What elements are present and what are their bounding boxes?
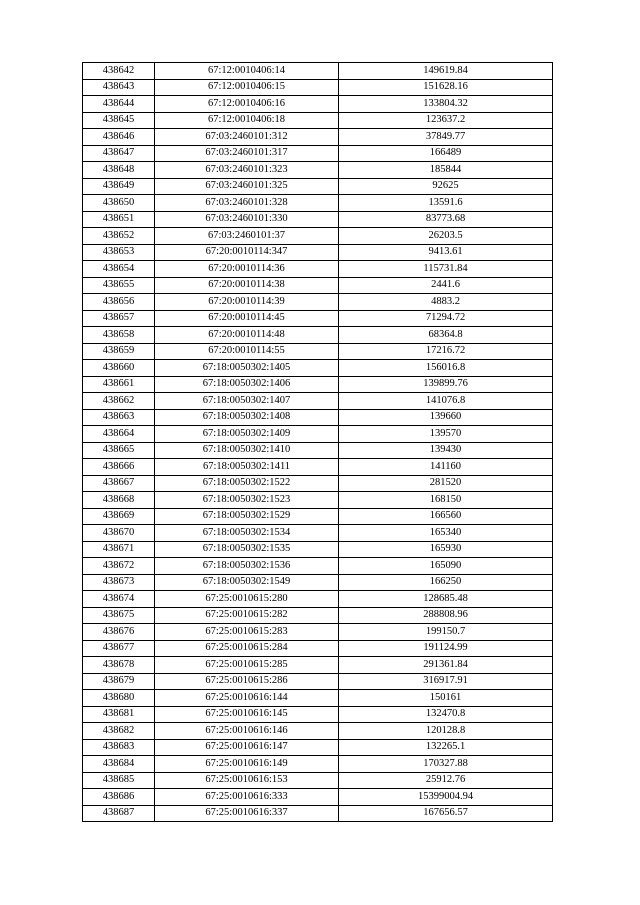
table-row: [83, 360, 553, 377]
table-row: [83, 607, 553, 624]
row-number-cell: 438685: [83, 772, 155, 789]
table-row: [83, 739, 553, 756]
value-cell: 139570: [339, 426, 553, 443]
cadastral-number-cell: 67:20:0010114:48: [155, 327, 339, 344]
cadastral-number-cell: 67:03:2460101:328: [155, 195, 339, 212]
value-cell: 316917.91: [339, 673, 553, 690]
cadastral-number-cell: 67:25:0010616:153: [155, 772, 339, 789]
value-cell: 133804.32: [339, 96, 553, 113]
row-number-cell: 438674: [83, 591, 155, 608]
table-row: [83, 343, 553, 360]
row-number-cell: 438670: [83, 525, 155, 542]
value-cell: 151628.16: [339, 79, 553, 96]
row-number-cell: 438653: [83, 244, 155, 261]
value-cell: 139430: [339, 442, 553, 459]
row-number-cell: 438680: [83, 690, 155, 707]
value-cell: 170327.88: [339, 756, 553, 773]
value-cell: 123637.2: [339, 112, 553, 129]
table-row: [83, 690, 553, 707]
cadastral-number-cell: 67:25:0010615:280: [155, 591, 339, 608]
table-row: [83, 310, 553, 327]
value-cell: 141160: [339, 459, 553, 476]
table-row: [83, 112, 553, 129]
row-number-cell: 438649: [83, 178, 155, 195]
cadastral-number-cell: 67:25:0010616:333: [155, 789, 339, 806]
row-number-cell: 438677: [83, 640, 155, 657]
value-cell: 149619.84: [339, 63, 553, 80]
table-row: [83, 294, 553, 311]
table-row: [83, 327, 553, 344]
table-row: [83, 475, 553, 492]
row-number-cell: 438686: [83, 789, 155, 806]
cadastral-number-cell: 67:03:2460101:312: [155, 129, 339, 146]
cadastral-number-cell: 67:18:0050302:1536: [155, 558, 339, 575]
row-number-cell: 438642: [83, 63, 155, 80]
table-row: [83, 657, 553, 674]
row-number-cell: 438651: [83, 211, 155, 228]
value-cell: 2441.6: [339, 277, 553, 294]
value-cell: 139899.76: [339, 376, 553, 393]
value-cell: 165340: [339, 525, 553, 542]
value-cell: 83773.68: [339, 211, 553, 228]
table-row: [83, 706, 553, 723]
value-cell: 132265.1: [339, 739, 553, 756]
table-row: [83, 541, 553, 558]
cadastral-number-cell: 67:03:2460101:317: [155, 145, 339, 162]
table-row: [83, 261, 553, 278]
value-cell: 37849.77: [339, 129, 553, 146]
cadastral-number-cell: 67:20:0010114:38: [155, 277, 339, 294]
cadastral-number-cell: 67:20:0010114:39: [155, 294, 339, 311]
value-cell: 139660: [339, 409, 553, 426]
table-row: [83, 195, 553, 212]
row-number-cell: 438672: [83, 558, 155, 575]
row-number-cell: 438679: [83, 673, 155, 690]
cadastral-number-cell: 67:12:0010406:18: [155, 112, 339, 129]
cadastral-number-cell: 67:03:2460101:325: [155, 178, 339, 195]
row-number-cell: 438673: [83, 574, 155, 591]
row-number-cell: 438648: [83, 162, 155, 179]
cadastral-number-cell: 67:25:0010616:145: [155, 706, 339, 723]
table-row: [83, 129, 553, 146]
value-cell: 165090: [339, 558, 553, 575]
row-number-cell: 438645: [83, 112, 155, 129]
table-row: [83, 244, 553, 261]
table-row: [83, 426, 553, 443]
value-cell: 9413.61: [339, 244, 553, 261]
value-cell: 291361.84: [339, 657, 553, 674]
table-row: [83, 228, 553, 245]
cadastral-number-cell: 67:20:0010114:55: [155, 343, 339, 360]
cadastral-number-cell: 67:18:0050302:1534: [155, 525, 339, 542]
table-row: [83, 624, 553, 641]
cadastral-number-cell: 67:25:0010616:147: [155, 739, 339, 756]
value-cell: 165930: [339, 541, 553, 558]
row-number-cell: 438656: [83, 294, 155, 311]
value-cell: 150161: [339, 690, 553, 707]
row-number-cell: 438659: [83, 343, 155, 360]
table-row: [83, 591, 553, 608]
table-row: [83, 393, 553, 410]
row-number-cell: 438668: [83, 492, 155, 509]
cadastral-number-cell: 67:25:0010616:146: [155, 723, 339, 740]
cadastral-number-cell: 67:18:0050302:1408: [155, 409, 339, 426]
table-row: [83, 211, 553, 228]
value-cell: 199150.7: [339, 624, 553, 641]
cadastral-number-cell: 67:18:0050302:1411: [155, 459, 339, 476]
table-row: [83, 558, 553, 575]
table-row: [83, 574, 553, 591]
value-cell: 17216.72: [339, 343, 553, 360]
table-row: [83, 79, 553, 96]
value-cell: 120128.8: [339, 723, 553, 740]
cadastral-number-cell: 67:03:2460101:37: [155, 228, 339, 245]
table-row: [83, 459, 553, 476]
row-number-cell: 438683: [83, 739, 155, 756]
cadastral-number-cell: 67:18:0050302:1407: [155, 393, 339, 410]
table-row: [83, 723, 553, 740]
row-number-cell: 438657: [83, 310, 155, 327]
table-row: [83, 162, 553, 179]
row-number-cell: 438655: [83, 277, 155, 294]
row-number-cell: 438684: [83, 756, 155, 773]
table-row: [83, 96, 553, 113]
cadastral-number-cell: 67:12:0010406:15: [155, 79, 339, 96]
row-number-cell: 438666: [83, 459, 155, 476]
value-cell: 128685.48: [339, 591, 553, 608]
value-cell: 115731.84: [339, 261, 553, 278]
row-number-cell: 438663: [83, 409, 155, 426]
value-cell: 166250: [339, 574, 553, 591]
value-cell: 166489: [339, 145, 553, 162]
row-number-cell: 438665: [83, 442, 155, 459]
value-cell: 71294.72: [339, 310, 553, 327]
row-number-cell: 438662: [83, 393, 155, 410]
row-number-cell: 438658: [83, 327, 155, 344]
row-number-cell: 438675: [83, 607, 155, 624]
cadastral-number-cell: 67:18:0050302:1529: [155, 508, 339, 525]
table-body: [83, 63, 553, 822]
value-cell: 15399004.94: [339, 789, 553, 806]
value-cell: 288808.96: [339, 607, 553, 624]
value-cell: 132470.8: [339, 706, 553, 723]
row-number-cell: 438643: [83, 79, 155, 96]
value-cell: 26203.5: [339, 228, 553, 245]
table-row: [83, 805, 553, 822]
cadastral-number-cell: 67:25:0010616:144: [155, 690, 339, 707]
cadastral-number-cell: 67:25:0010615:284: [155, 640, 339, 657]
row-number-cell: 438671: [83, 541, 155, 558]
value-cell: 156016.8: [339, 360, 553, 377]
row-number-cell: 438682: [83, 723, 155, 740]
cadastral-number-cell: 67:25:0010616:337: [155, 805, 339, 822]
table-row: [83, 442, 553, 459]
table-row: [83, 772, 553, 789]
table-row: [83, 277, 553, 294]
table-row: [83, 789, 553, 806]
cadastral-number-cell: 67:03:2460101:323: [155, 162, 339, 179]
row-number-cell: 438678: [83, 657, 155, 674]
table-row: [83, 640, 553, 657]
cadastral-number-cell: 67:12:0010406:14: [155, 63, 339, 80]
row-number-cell: 438681: [83, 706, 155, 723]
row-number-cell: 438661: [83, 376, 155, 393]
value-cell: 4883.2: [339, 294, 553, 311]
cadastral-number-cell: 67:20:0010114:45: [155, 310, 339, 327]
row-number-cell: 438647: [83, 145, 155, 162]
row-number-cell: 438644: [83, 96, 155, 113]
cadastral-number-cell: 67:12:0010406:16: [155, 96, 339, 113]
table-row: [83, 525, 553, 542]
table-row: [83, 178, 553, 195]
value-cell: 185844: [339, 162, 553, 179]
row-number-cell: 438650: [83, 195, 155, 212]
cadastral-number-cell: 67:25:0010616:149: [155, 756, 339, 773]
cadastral-number-cell: 67:18:0050302:1523: [155, 492, 339, 509]
value-cell: 167656.57: [339, 805, 553, 822]
value-cell: 25912.76: [339, 772, 553, 789]
row-number-cell: 438646: [83, 129, 155, 146]
value-cell: 191124.99: [339, 640, 553, 657]
table-row: [83, 673, 553, 690]
table-row: [83, 492, 553, 509]
table-row: [83, 508, 553, 525]
cadastral-number-cell: 67:18:0050302:1522: [155, 475, 339, 492]
row-number-cell: 438654: [83, 261, 155, 278]
value-cell: 92625: [339, 178, 553, 195]
table-row: [83, 145, 553, 162]
value-cell: 13591.6: [339, 195, 553, 212]
row-number-cell: 438664: [83, 426, 155, 443]
cadastral-number-cell: 67:18:0050302:1406: [155, 376, 339, 393]
value-cell: 68364.8: [339, 327, 553, 344]
cadastral-number-cell: 67:18:0050302:1410: [155, 442, 339, 459]
value-cell: 166560: [339, 508, 553, 525]
cadastral-number-cell: 67:25:0010615:286: [155, 673, 339, 690]
cadastral-number-cell: 67:25:0010615:282: [155, 607, 339, 624]
cadastral-number-cell: 67:18:0050302:1549: [155, 574, 339, 591]
row-number-cell: 438669: [83, 508, 155, 525]
cadastral-number-cell: 67:18:0050302:1535: [155, 541, 339, 558]
table-row: [83, 756, 553, 773]
table-row: [83, 376, 553, 393]
value-cell: 281520: [339, 475, 553, 492]
row-number-cell: 438652: [83, 228, 155, 245]
cadastral-number-cell: 67:03:2460101:330: [155, 211, 339, 228]
cadastral-number-cell: 67:18:0050302:1405: [155, 360, 339, 377]
value-cell: 168150: [339, 492, 553, 509]
cadastral-number-cell: 67:18:0050302:1409: [155, 426, 339, 443]
value-cell: 141076.8: [339, 393, 553, 410]
row-number-cell: 438660: [83, 360, 155, 377]
table-row: [83, 63, 553, 80]
cadastral-value-table: [82, 62, 553, 822]
cadastral-number-cell: 67:25:0010615:285: [155, 657, 339, 674]
row-number-cell: 438687: [83, 805, 155, 822]
cadastral-number-cell: 67:20:0010114:36: [155, 261, 339, 278]
table-row: [83, 409, 553, 426]
row-number-cell: 438667: [83, 475, 155, 492]
cadastral-number-cell: 67:25:0010615:283: [155, 624, 339, 641]
cadastral-number-cell: 67:20:0010114:347: [155, 244, 339, 261]
row-number-cell: 438676: [83, 624, 155, 641]
